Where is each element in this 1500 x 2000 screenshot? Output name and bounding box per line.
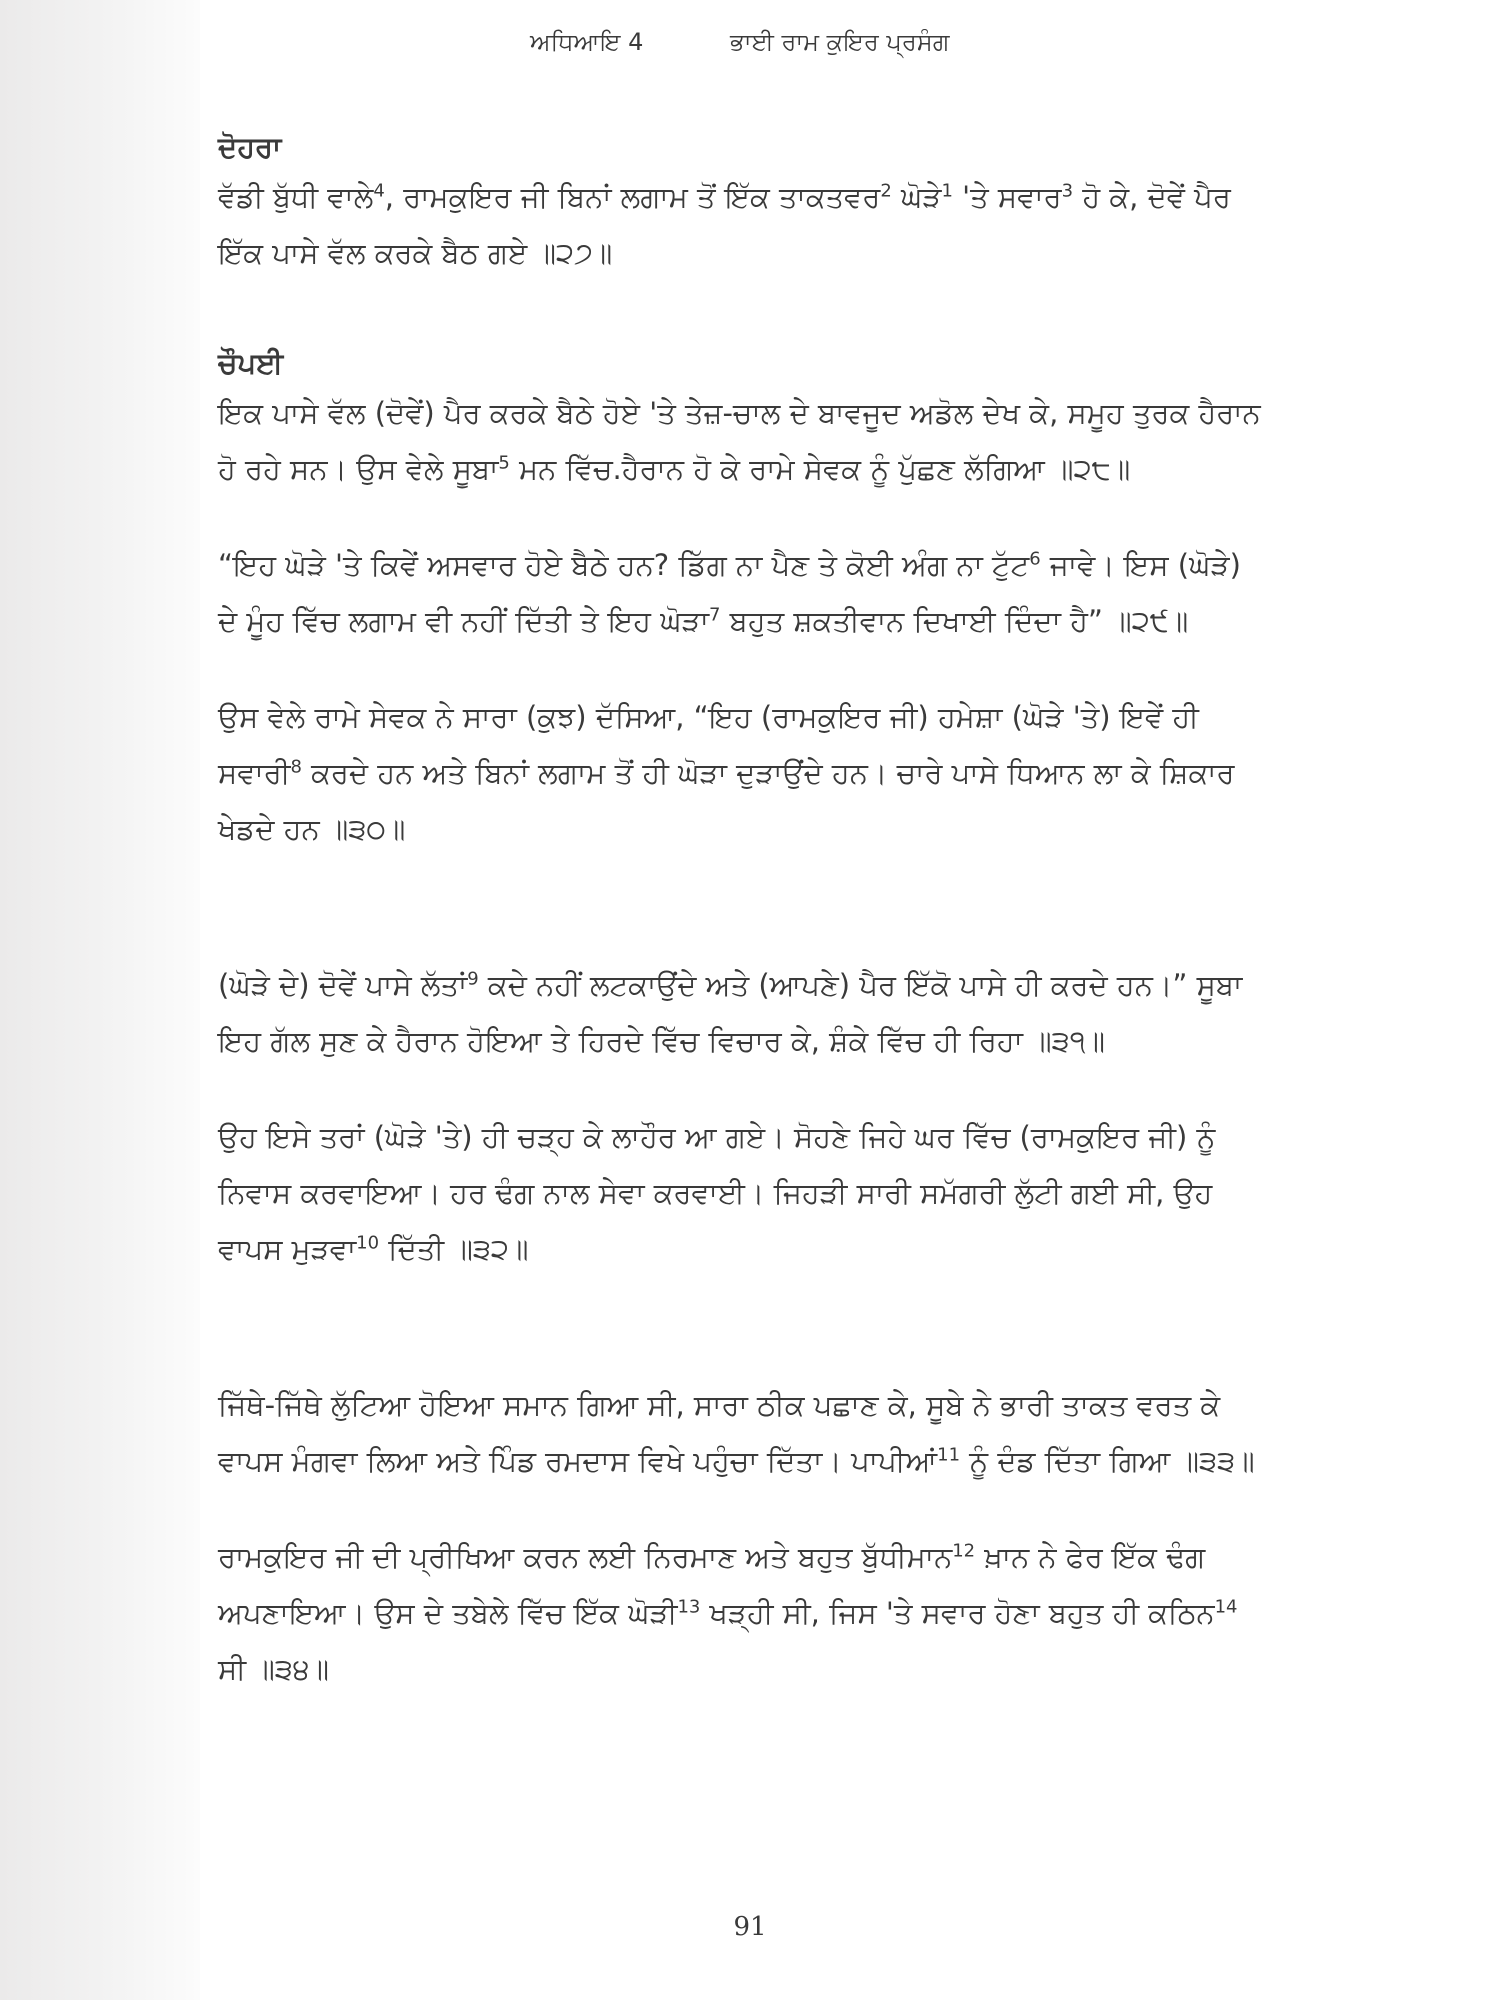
section-chaupai [218, 341, 1268, 497]
footnote-marker: 13 [677, 1596, 701, 1618]
footnote-marker: 1 [941, 180, 953, 202]
verse-text: ਮਨ ਵਿੱਚ.ਹੈਰਾਨ ਹੋ ਕੇ ਰਾਮੇ ਸੇਵਕ ਨੂੰ ਪੁੱਛਣ ਲੱਗਿਆ ॥੨੮॥ [509, 452, 1131, 486]
verse-text: ਇਕ ਪਾਸੇ ਵੱਲ (ਦੋਵੇਂ) ਪੈਰ ਕਰਕੇ ਬੈਠੇ ਹੋਏ 'ਤੇ ਤੇਜ਼-ਚਾਲ ਦੇ ਬਾਵਜੂਦ ਅਡੋਲ ਦੇਖ ਕੇ, ਸਮੂਹ ਤੁਰਕ ਹੈਰਾਨ ਹੋ ਰਹੇ ਸਨ। ਉਸ ਵੇਲੇ ਸੂਬਾ [218, 396, 1261, 486]
verse-text: ਉਹ ਇਸੇ ਤਰਾਂ (ਘੋੜੇ 'ਤੇ) ਹੀ ਚੜ੍ਹ ਕੇ ਲਾਹੌਰ ਆ ਗਏ। ਸੋਹਣੇ ਜਿਹੇ ਘਰ ਵਿੱਚ (ਰਾਮਕੁਇਰ ਜੀ) ਨੂੰ ਨਿਵਾਸ ਕਰਵਾਇਆ। ਹਰ ਢੰਗ ਨਾਲ ਸੇਵਾ ਕਰਵਾਈ। ਜਿਹੜੀ ਸਾਰੀ ਸਮੱਗਰੀ ਲੁੱਟੀ ਗਈ ਸੀ, ਉਹ ਵਾਪਸ ਮੁੜਵਾ [218, 1120, 1216, 1266]
footnote-marker: 8 [290, 756, 302, 778]
verse-text: ਕਰਦੇ ਹਨ ਅਤੇ ਬਿਨਾਂ ਲਗਾਮ ਤੋਂ ਹੀ ਘੋੜਾ ਦੁੜਾਉਂਦੇ ਹਨ। ਚਾਰੇ ਪਾਸੇ ਧਿਆਨ ਲਾ ਕੇ ਸ਼ਿਕਾਰ ਖੇਡਦੇ ਹਨ ॥੩੦॥ [218, 756, 1235, 846]
verse-text: “ਇਹ ਘੋੜੇ 'ਤੇ ਕਿਵੇਂ ਅਸਵਾਰ ਹੋਏ ਬੈਠੇ ਹਨ? ਡਿੱਗ ਨਾ ਪੈਣ ਤੇ ਕੋਈ ਅੰਗ ਨਾ ਟੁੱਟ [218, 548, 1030, 582]
verse-31 [218, 957, 1268, 1069]
footnote-marker: 14 [1214, 1596, 1238, 1618]
section-heading: ਦੋਹਰਾ [218, 130, 282, 164]
verse-text: ਰਾਮਕੁਇਰ ਜੀ ਦੀ ਪ੍ਰੀਖਿਆ ਕਰਨ ਲਈ ਨਿਰਮਾਣ ਅਤੇ ਬਹੁਤ ਬੁੱਧੀਮਾਨ [218, 1540, 953, 1574]
verse-text: , ਰਾਮਕੁਇਰ ਜੀ ਬਿਨਾਂ ਲਗਾਮ ਤੋਂ ਇੱਕ ਤਾਕਤਵਰ [384, 180, 881, 214]
verse-text: ਖ਼ਾਨ ਨੇ ਫੇਰ ਇੱਕ ਢੰਗ ਅਪਣਾਇਆ। ਉਸ ਦੇ ਤਬੇਲੇ ਵਿੱਚ ਇੱਕ ਘੋੜੀ [218, 1540, 1206, 1630]
verse-text: ਦਿੱਤੀ ॥੩੨॥ [379, 1232, 529, 1266]
verse-text: ਘੋੜੇ [891, 180, 942, 214]
page-body [218, 125, 1268, 1697]
page-number: 91 [733, 1912, 767, 1942]
footnote-marker: 5 [498, 452, 510, 474]
footnote-marker: 7 [709, 604, 721, 626]
verse-text: ਖੜ੍ਹੀ ਸੀ, ਜਿਸ 'ਤੇ ਸਵਾਰ ਹੋਣਾ ਬਹੁਤ ਹੀ ਕਠਿਨ [700, 1596, 1215, 1630]
running-header [0, 28, 1500, 68]
section-heading: ਚੌਪਈ [218, 346, 284, 380]
footnote-marker: 12 [952, 1540, 976, 1562]
verse-text: ਕਦੇ ਨਹੀਂ ਲਟਕਾਉਂਦੇ ਅਤੇ (ਆਪਣੇ) ਪੈਰ ਇੱਕੋ ਪਾਸੇ ਹੀ ਕਰਦੇ ਹਨ।” ਸੂਬਾ ਇਹ ਗੱਲ ਸੁਣ ਕੇ ਹੈਰਾਨ ਹੋਇਆ ਤੇ ਹਿਰਦੇ ਵਿੱਚ ਵਿਚਾਰ ਕੇ, ਸ਼ੰਕੇ ਵਿੱਚ ਹੀ ਰਿਹਾ ॥੩੧॥ [218, 968, 1243, 1058]
footnote-marker: 11 [937, 1444, 961, 1466]
verse-text: ਸੀ ॥੩੪॥ [218, 1652, 330, 1686]
verse-text: ਵੱਡੀ ਬੁੱਧੀ ਵਾਲੇ [218, 180, 374, 214]
verse-text: ਉਸ ਵੇਲੇ ਰਾਮੇ ਸੇਵਕ ਨੇ ਸਾਰਾ (ਕੁਝ) ਦੱਸਿਆ, “ਇਹ (ਰਾਮਕੁਇਰ ਜੀ) ਹਮੇਸ਼ਾ (ਘੋੜੇ 'ਤੇ) ਇਵੇਂ ਹੀ ਸਵਾਰੀ [218, 700, 1199, 790]
verse-27 [218, 169, 1268, 281]
verse-text: ਬਹੁਤ ਸ਼ਕਤੀਵਾਨ ਦਿਖਾਈ ਦਿੰਦਾ ਹੈ” ॥੨੯॥ [720, 604, 1189, 638]
verse-28 [218, 385, 1268, 497]
verse-text: ਹੋ ਕੇ, ਦੋਵੇਂ ਪੈਰ ਇੱਕ ਪਾਸੇ ਵੱਲ ਕਰਕੇ ਬੈਠ ਗਏ ॥੨੭॥ [218, 180, 1231, 270]
verse-34 [218, 1529, 1268, 1697]
verse-29 [218, 537, 1268, 649]
footnote-marker: 9 [467, 968, 479, 990]
verse-text: ਨੂੰ ਦੰਡ ਦਿੱਤਾ ਗਿਆ ॥੩੩॥ [960, 1444, 1255, 1478]
verse-33 [218, 1377, 1268, 1489]
verse-text: ਜਿੱਥੇ-ਜਿੱਥੇ ਲੁੱਟਿਆ ਹੋਇਆ ਸਮਾਨ ਗਿਆ ਸੀ, ਸਾਰਾ ਠੀਕ ਪਛਾਣ ਕੇ, ਸੂਬੇ ਨੇ ਭਾਰੀ ਤਾਕਤ ਵਰਤ ਕੇ ਵਾਪਸ ਮੰਗਵਾ ਲਿਆ ਅਤੇ ਪਿੰਡ ਰਮਦਾਸ ਵਿਖੇ ਪਹੁੰਚਾ ਦਿੱਤਾ। ਪਾਪੀਆਂ [218, 1388, 1221, 1478]
footnote-marker: 3 [1061, 180, 1074, 202]
verse-text: ਜਾਵੇ। ਇਸ (ਘੋੜੇ) ਦੇ ਮੂੰਹ ਵਿੱਚ ਲਗਾਮ ਵੀ ਨਹੀਂ ਦਿੱਤੀ ਤੇ ਇਹ ਘੋੜਾ [218, 548, 1241, 638]
verse-text: 'ਤੇ ਸਵਾਰ [952, 180, 1062, 214]
verse-30 [218, 689, 1268, 857]
footnote-marker: 10 [356, 1232, 380, 1254]
footnote-marker: 4 [373, 180, 385, 202]
page-gutter-shadow [0, 0, 200, 2000]
verse-text: (ਘੋੜੇ ਦੇ) ਦੋਵੇਂ ਪਾਸੇ ਲੱਤਾਂ [218, 968, 468, 1002]
section-doha [218, 125, 1268, 281]
chapter-title: ਭਾਈ ਰਾਮ ਕੁਇਰ ਪ੍ਰਸੰਗ [730, 28, 950, 56]
verse-32 [218, 1109, 1268, 1277]
chapter-label: ਅਧਿਆਇ 4 [530, 28, 644, 56]
footnote-marker: 6 [1029, 548, 1041, 570]
footnote-marker: 2 [880, 180, 892, 202]
